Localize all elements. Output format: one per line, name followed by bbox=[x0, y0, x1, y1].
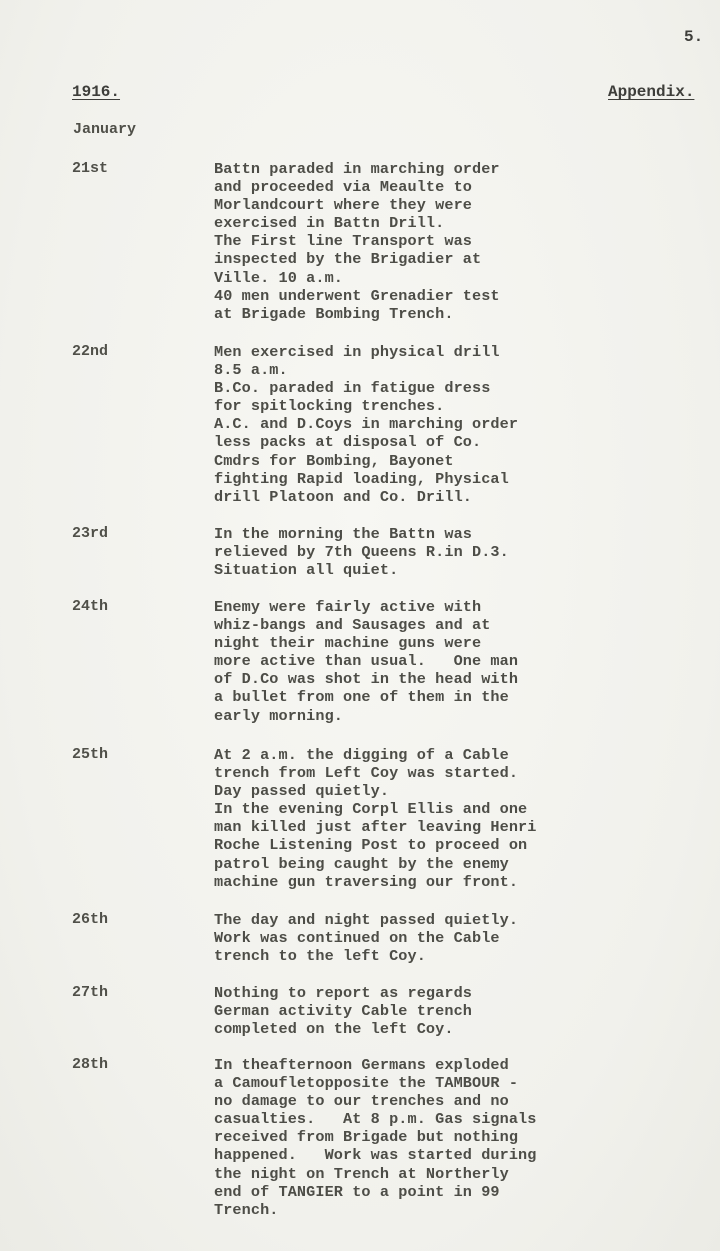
entry-date: 24th bbox=[72, 598, 109, 615]
page-number: 5. bbox=[684, 28, 704, 46]
entry-text: Enemy were fairly active with whiz-bangs and Sausages and at night their machine guns were more active than usual. One man of D.Co was shot in the head with a bullet from one of them in the early morning. bbox=[214, 598, 519, 725]
entry-date: 28th bbox=[72, 1056, 109, 1073]
entry-text: In theafternoon Germans exploded a Camoufletopposite the TAMBOUR - no damage to our trenches and no casualties. At 8 p.m. Gas signals received from Brigade but nothing happened. Work was started during the night on Trench at Northerly end of TANGIER to a point in 99 Trench. bbox=[214, 1056, 537, 1219]
entry-text: Nothing to report as regards German activity Cable trench completed on the left Coy. bbox=[214, 984, 472, 1039]
entry-date: 25th bbox=[72, 746, 109, 763]
entry-date: 27th bbox=[72, 984, 109, 1001]
month-heading: January bbox=[73, 121, 137, 138]
entry-text: In the morning the Battn was relieved by 7th Queens R.in D.3. Situation all quiet. bbox=[214, 525, 509, 580]
entry-date: 26th bbox=[72, 911, 109, 928]
entry-text: Battn paraded in marching order and proceeded via Meaulte to Morlandcourt where they were exercised in Battn Drill. The First line Transport was inspected by the Brigadier at Ville. 10 a.m. 40 men underwent Grenadier test at Brigade Bombing Trench. bbox=[214, 160, 500, 323]
entry-date: 23rd bbox=[72, 525, 109, 542]
entry-text: The day and night passed quietly. Work was continued on the Cable trench to the left Coy. bbox=[214, 911, 519, 966]
entry-text: At 2 a.m. the digging of a Cable trench from Left Coy was started. Day passed quietly. In the evening Corpl Ellis and one man killed just after leaving Henri Roche Listening Post to proceed on patrol being caught by the enemy machine gun traversing our front. bbox=[214, 746, 537, 891]
year-heading: 1916. bbox=[72, 83, 121, 101]
entry-date: 22nd bbox=[72, 343, 109, 360]
entry-date: 21st bbox=[72, 160, 109, 177]
entry-text: Men exercised in physical drill 8.5 a.m. B.Co. paraded in fatigue dress for spitlocking trenches. A.C. and D.Coys in marching order less packs at disposal of Co. Cmdrs for Bombing, Bayonet fighting Rapid loading, Physical drill Platoon and Co. Drill. bbox=[214, 343, 519, 506]
appendix-heading: Appendix. bbox=[608, 83, 695, 101]
